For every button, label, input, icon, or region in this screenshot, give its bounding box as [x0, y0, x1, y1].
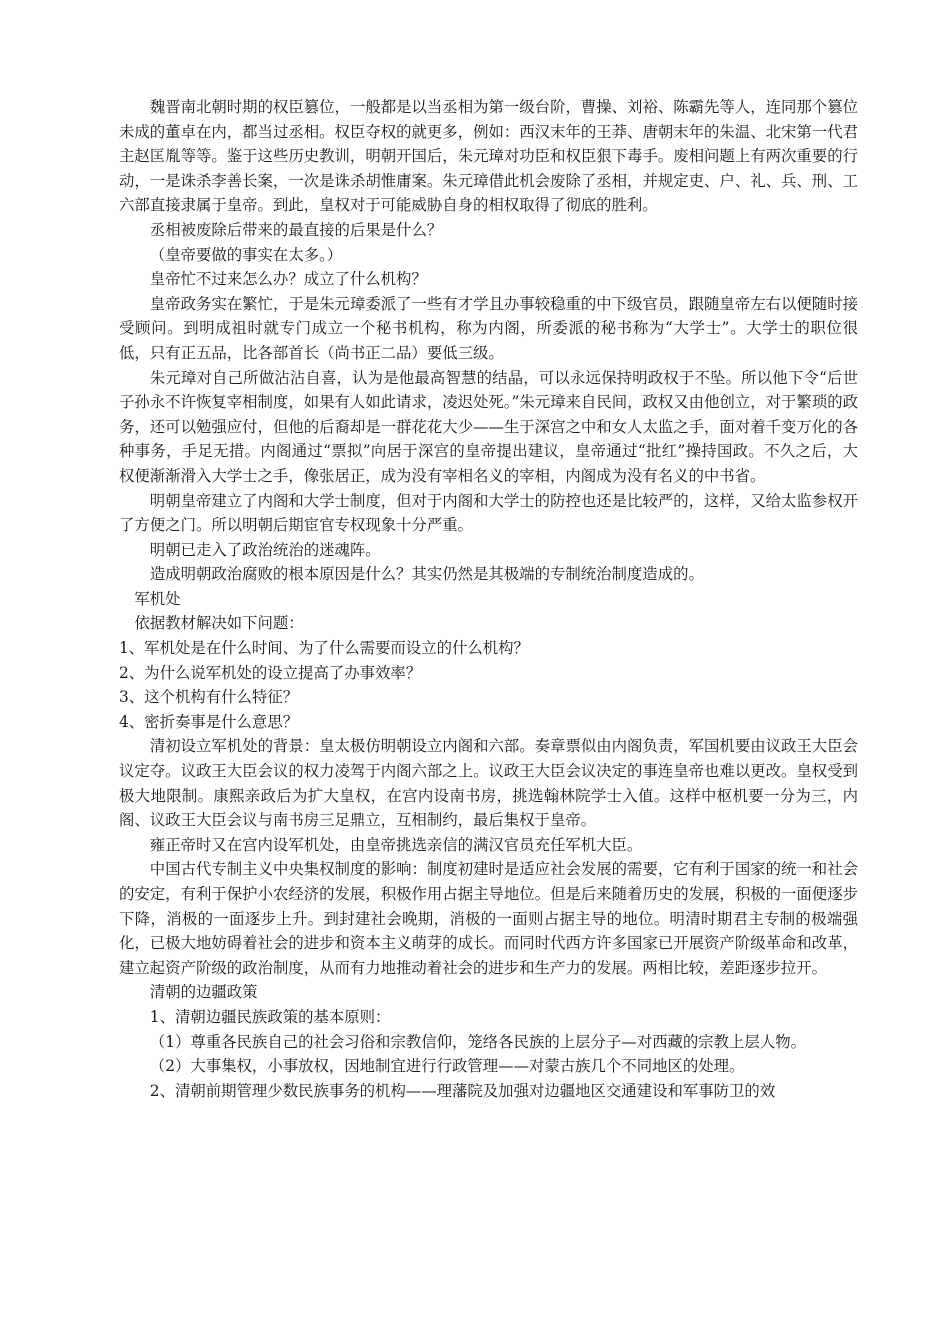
paragraph: 丞相被废除后带来的最直接的后果是什么？	[149, 220, 443, 239]
section-heading: 清朝的边疆政策	[149, 983, 258, 1002]
paragraph: （1）尊重各民族自己的社会习俗和宗教信仰，笼络各民族的上层分子—对西藏的宗教上层人物。	[149, 1032, 806, 1051]
paragraph: 依据教材解决如下问题：	[134, 614, 304, 633]
paragraph: 造成明朝政治腐败的根本原因是什么？其实仍然是其极端的专制统治制度造成的。	[149, 565, 704, 584]
paragraph: （2）大事集权，小事放权，因地制宜进行行政管理——对蒙古族几个不同地区的处理。	[149, 1057, 745, 1076]
paragraph: 2、清朝前期管理少数民族事务的机构——理藩院及加强对边疆地区交通建设和军事防卫的效	[149, 1081, 776, 1100]
paragraph: 雍正帝时又在宫内设军机处，由皇帝挑选亲信的满汉官员充任军机大臣。	[149, 835, 643, 854]
paragraph: 皇帝政务实在繁忙，于是朱元璋委派了一些有才学且办事较稳重的中下级官员，跟随皇帝左右以便随时接受顾问。到明成祖时就专门成立一个秘书机构，称为内阁，所委派的秘书称为“大学士”。大学士的职位很低，只有正五品，比各部首长（尚书正二品）要低三级。	[119, 294, 858, 362]
paragraph: 清初设立军机处的背景：皇太极仿明朝设立内阁和六部。奏章票似由内阁负责，军国机要由议政王大臣会议定夺。议政王大臣会议的权力凌驾于内阁六部之上。议政王大臣会议决定的事连皇帝也难以更改。皇权受到极大地限制。康熙亲政后为扩大皇权，在宫内设南书房，挑选翰林院学士入值。这样中枢机要一分为三，内阁、议政王大臣会议与南书房三足鼎立，互相制约，最后集权于皇帝。	[119, 737, 858, 830]
question-item: 1、军机处是在什么时间、为了什么需要而设立的什么机构？	[119, 639, 529, 658]
paragraph: 1、清朝边疆民族政策的基本原则：	[149, 1007, 391, 1026]
question-item: 3、这个机构有什么特征？	[119, 688, 299, 707]
paragraph: 皇帝忙不过来怎么办？成立了什么机构？	[149, 270, 427, 289]
question-item: 4、密折奏事是什么意思？	[119, 712, 299, 731]
paragraph: 魏晋南北朝时期的权臣篡位，一般都是以当丞相为第一级台阶，曹操、刘裕、陈霸先等人，连同那个篡位未成的董卓在内，都当过丞相。权臣夺权的就更多，例如：西汉末年的王莽、唐朝末年的朱温、北宋第一代君主赵匡胤等等。鉴于这些历史教训，明朝开国后，朱元璋对功臣和权臣狠下毒手。废相问题上有两次重要的行动，一是诛杀李善长案，一次是诛杀胡惟庸案。朱元璋借此机会废除了丞相，并规定吏、户、礼、兵、刑、工六部直接隶属于皇帝。到此，皇权对于可能威胁自身的相权取得了彻底的胜利。	[119, 98, 858, 215]
paragraph: 中国古代专制主义中央集权制度的影响：制度初建时是适应社会发展的需要，它有利于国家的统一和社会的安定，有利于保护小农经济的发展，积极作用占据主导地位。但是后来随着历史的发展，积极的一面便逐步下降，消极的一面逐步上升。到封建社会晚期，消极的一面则占据主导的地位。明清时期君主专制的极端强化，已极大地妨碍着社会的进步和资本主义萌芽的成长。而同时代西方许多国家已开展资产阶级革命和改革，建立起资产阶级的政治制度，从而有力地推动着社会的进步和生产力的发展。两相比较，差距逐步拉开。	[119, 860, 858, 977]
section-heading: 军机处	[134, 589, 181, 608]
question-item: 2、为什么说军机处的设立提高了办事效率？	[119, 663, 422, 682]
paragraph: （皇帝要做的事实在太多。）	[149, 245, 343, 264]
paragraph: 明朝已走入了政治统治的迷魂阵。	[149, 540, 381, 559]
paragraph: 明朝皇帝建立了内阁和大学士制度，但对于内阁和大学士的防控也还是比较严的，这样，又给太监参权开了方便之门。所以明朝后期宦官专权现象十分严重。	[119, 491, 858, 535]
paragraph: 朱元璋对自己所做沾沾自喜，认为是他最高智慧的结晶，可以永远保持明政权于不坠。所以他下令“后世子孙永不许恢复宰相制度，如果有人如此请求，凌迟处死。”朱元璋来自民间，政权又由他创立，对于繁琐的政务，还可以勉强应付，但他的后裔却是一群花花大少——生于深宫之中和女人太监之手，面对着千变万化的各种事务，手足无措。内阁通过“票拟”向居于深宫的皇帝提出建议，皇帝通过“批红”操持国政。不久之后，大权便渐渐滑入大学士之手，像张居正，成为没有宰相名义的宰相，内阁成为没有名义的中书省。	[119, 368, 858, 485]
